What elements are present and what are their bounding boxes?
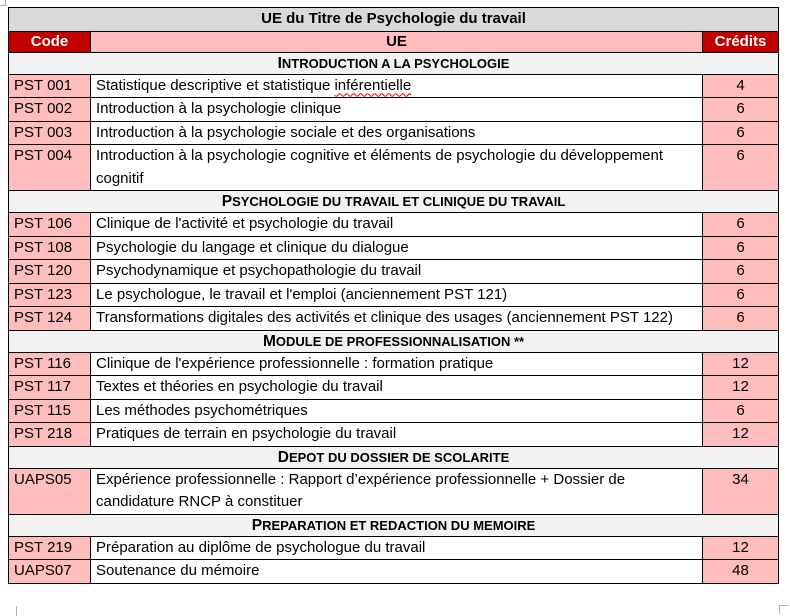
table-row: [9, 307, 779, 331]
table-row: [9, 260, 779, 284]
section-header-row: [9, 514, 779, 536]
header-code: Code: [9, 31, 91, 52]
row-code: PST 124: [9, 307, 91, 331]
section-title-rest: NTRODUCTION A LA PSYCHOLOGIE: [281, 55, 510, 71]
table-row: [9, 376, 779, 400]
section-title: [9, 330, 779, 352]
row-code: PST 219: [9, 536, 91, 560]
row-ue: [91, 74, 703, 98]
section-title-initial: M: [262, 332, 276, 350]
row-credits: 6: [703, 399, 779, 423]
section-header-row: [9, 52, 779, 74]
table-row: [9, 145, 779, 191]
row-ue: Les méthodes psychométriques: [91, 399, 703, 423]
row-ue: Préparation au diplôme de psychologue du travail: [91, 536, 703, 560]
section-title-rest: ODULE DE PROFESSIONNALISATION **: [275, 333, 525, 349]
table-row: [9, 423, 779, 447]
row-credits: 6: [703, 213, 779, 237]
row-code: UAPS05: [9, 468, 91, 514]
row-code: PST 108: [9, 236, 91, 260]
table-title-row: [9, 8, 779, 32]
row-code: UAPS07: [9, 560, 91, 584]
table-row: [9, 236, 779, 260]
row-credits: 12: [703, 423, 779, 447]
row-code: PST 123: [9, 283, 91, 307]
table-header-row: [9, 31, 779, 52]
section-title-rest: EPOT DU DOSSIER DE SCOLARITE: [288, 449, 510, 465]
table-row: [9, 399, 779, 423]
row-credits: 34: [703, 468, 779, 514]
row-ue: Clinique de l'expérience professionnelle : formation pratique: [91, 352, 703, 376]
section-title-initial: I: [277, 54, 282, 72]
header-credits: Crédits: [703, 31, 779, 52]
row-credits: 6: [703, 307, 779, 331]
row-ue: Transformations digitales des activités et clinique des usages (anciennement PST 122): [91, 307, 703, 331]
section-title: [9, 514, 779, 536]
section-title-rest: SYCHOLOGIE DU TRAVAIL ET CLINIQUE DU TRAVAIL: [232, 194, 566, 209]
row-code: PST 115: [9, 399, 91, 423]
row-credits: 4: [703, 74, 779, 98]
table-row: [9, 468, 779, 514]
row-ue: Introduction à la psychologie sociale et des organisations: [91, 121, 703, 145]
table-row: [9, 352, 779, 376]
table-row: [9, 213, 779, 237]
row-ue: Clinique de l'activité et psychologie du travail: [91, 213, 703, 237]
row-code: PST 001: [9, 74, 91, 98]
row-code: PST 003: [9, 121, 91, 145]
section-header-row: [9, 330, 779, 352]
row-credits: 12: [703, 536, 779, 560]
row-ue: Psychodynamique et psychopathologie du travail: [91, 260, 703, 284]
row-code: PST 117: [9, 376, 91, 400]
table-row: [9, 536, 779, 560]
row-credits: 6: [703, 236, 779, 260]
row-ue: Introduction à la psychologie clinique: [91, 98, 703, 122]
page-corner-mark: [0, 0, 6, 6]
section-title: [9, 446, 779, 468]
spellcheck-flagged-word[interactable]: inférentielle: [334, 76, 412, 94]
row-code: PST 004: [9, 145, 91, 191]
section-title-initial: P: [221, 193, 233, 210]
section-header-row: [9, 446, 779, 468]
row-credits: 6: [703, 260, 779, 284]
row-ue: Psychologie du langage et clinique du dialogue: [91, 236, 703, 260]
row-credits: 6: [703, 283, 779, 307]
row-credits: 48: [703, 560, 779, 584]
table-row: [9, 283, 779, 307]
row-credits: 12: [703, 352, 779, 376]
row-ue: Soutenance du mémoire: [91, 560, 703, 584]
row-ue-text: Statistique descriptive et statistique: [96, 76, 335, 94]
ue-table: [8, 7, 779, 584]
section-title-initial: D: [277, 448, 289, 466]
row-ue: Introduction à la psychologie cognitive et éléments de psychologie du développement cognitif: [91, 145, 703, 191]
row-code: PST 218: [9, 423, 91, 447]
table-title: UE du Titre de Psychologie du travail: [9, 8, 779, 32]
table-row: [9, 98, 779, 122]
section-title-rest: REPARATION ET REDACTION DU MEMOIRE: [262, 517, 536, 533]
row-ue: Le psychologue, le travail et l'emploi (anciennement PST 121): [91, 283, 703, 307]
row-credits: 12: [703, 376, 779, 400]
row-ue: Textes et théories en psychologie du travail: [91, 376, 703, 400]
row-ue: Expérience professionnelle : Rapport d’expérience professionnelle + Dossier de candidature RNCP à constituer: [91, 468, 703, 514]
page-margin-mark: [16, 606, 17, 616]
page-corner-mark: [779, 605, 788, 614]
row-credits: 6: [703, 145, 779, 191]
table-row: [9, 74, 779, 98]
row-credits: 6: [703, 98, 779, 122]
section-title: [9, 191, 779, 213]
row-code: PST 106: [9, 213, 91, 237]
row-credits: 6: [703, 121, 779, 145]
header-ue: UE: [91, 31, 703, 52]
table-row: [9, 560, 779, 584]
section-title: [9, 52, 779, 74]
section-title-initial: P: [251, 516, 263, 534]
table-row: [9, 121, 779, 145]
row-code: PST 116: [9, 352, 91, 376]
section-header-row: [9, 191, 779, 213]
row-code: PST 120: [9, 260, 91, 284]
row-code: PST 002: [9, 98, 91, 122]
row-ue: Pratiques de terrain en psychologie du travail: [91, 423, 703, 447]
